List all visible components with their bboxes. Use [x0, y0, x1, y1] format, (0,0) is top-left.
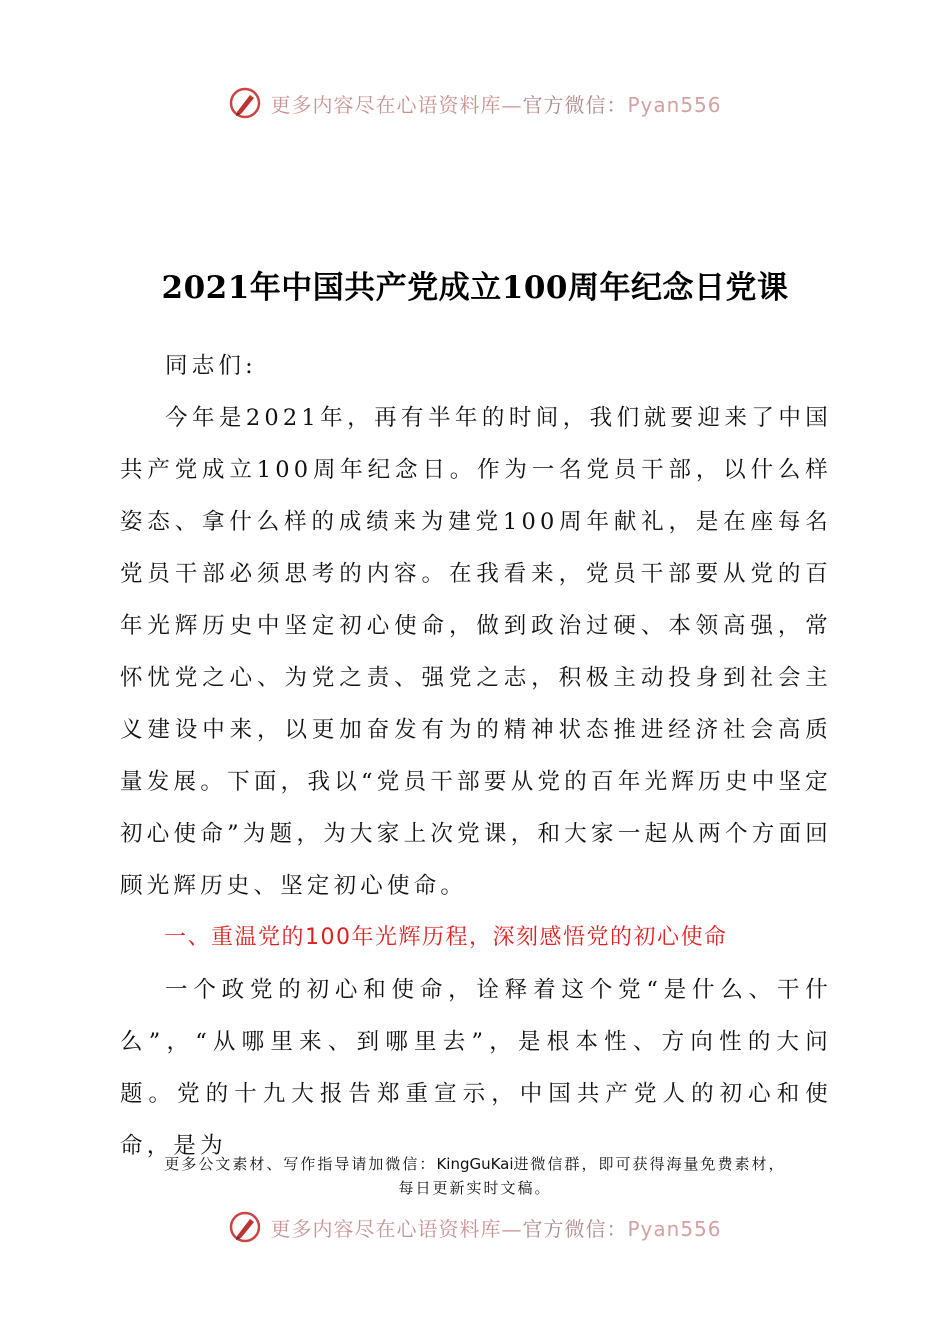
watermark-header [0, 86, 950, 120]
paragraph-section-1: 一个政党的初心和使命，诠释着这个党“是什么、干什么”，“从哪里来、到哪里去”，是根本性、方向性的大问题。党的十九大报告郑重宣示，中国共产党人的初心和使命，是为 [120, 977, 832, 1159]
wechat-account: KingGuKai [436, 1155, 514, 1173]
pen-logo-icon [228, 86, 262, 120]
pen-logo-icon [228, 1210, 262, 1244]
document-title: 2021年中国共产党成立100周年纪念日党课 [161, 270, 789, 306]
paragraph-intro: 今年是2021年，再有半年的时间，我们就要迎来了中国共产党成立100周年纪念日。作为一名党员干部，以什么样姿态、拿什么样的成绩来为建党100周年献礼，是在座每名党员干部必须思考的内容。在我看来，党员干部要从党的百年光辉历史中坚定初心使命，做到政治过硬、本领高强，常怀忧党之心、为党之责、强党之志，积极主动投身到社会主义建设中来，以更加奋发有为的精神状态推进经济社会高质量发展。下面，我以“党员干部要从党的百年光辉历史中坚定初心使命”为题，为大家上次党课，和大家一起从两个方面回顾光辉历史、坚定初心使命。 [120, 405, 832, 899]
footer-line-1: 更多公文素材、写作指导请加微信：KingGuKai进微信群，即可获得海量免费素材， [164, 1155, 786, 1173]
footer-note [0, 1152, 950, 1200]
footer-line-2: 每日更新实时文稿。 [398, 1179, 552, 1197]
watermark-text: 更多内容尽在心语资料库—官方微信：Pyan556 [270, 92, 722, 117]
salutation: 同志们: [165, 353, 257, 379]
document-body [120, 340, 832, 1172]
section-heading-1: 一、重温党的100年光辉历程，深刻感悟党的初心使命 [164, 925, 728, 950]
watermark-footer [0, 1210, 950, 1244]
watermark-text: 更多内容尽在心语资料库—官方微信：Pyan556 [270, 1216, 722, 1241]
